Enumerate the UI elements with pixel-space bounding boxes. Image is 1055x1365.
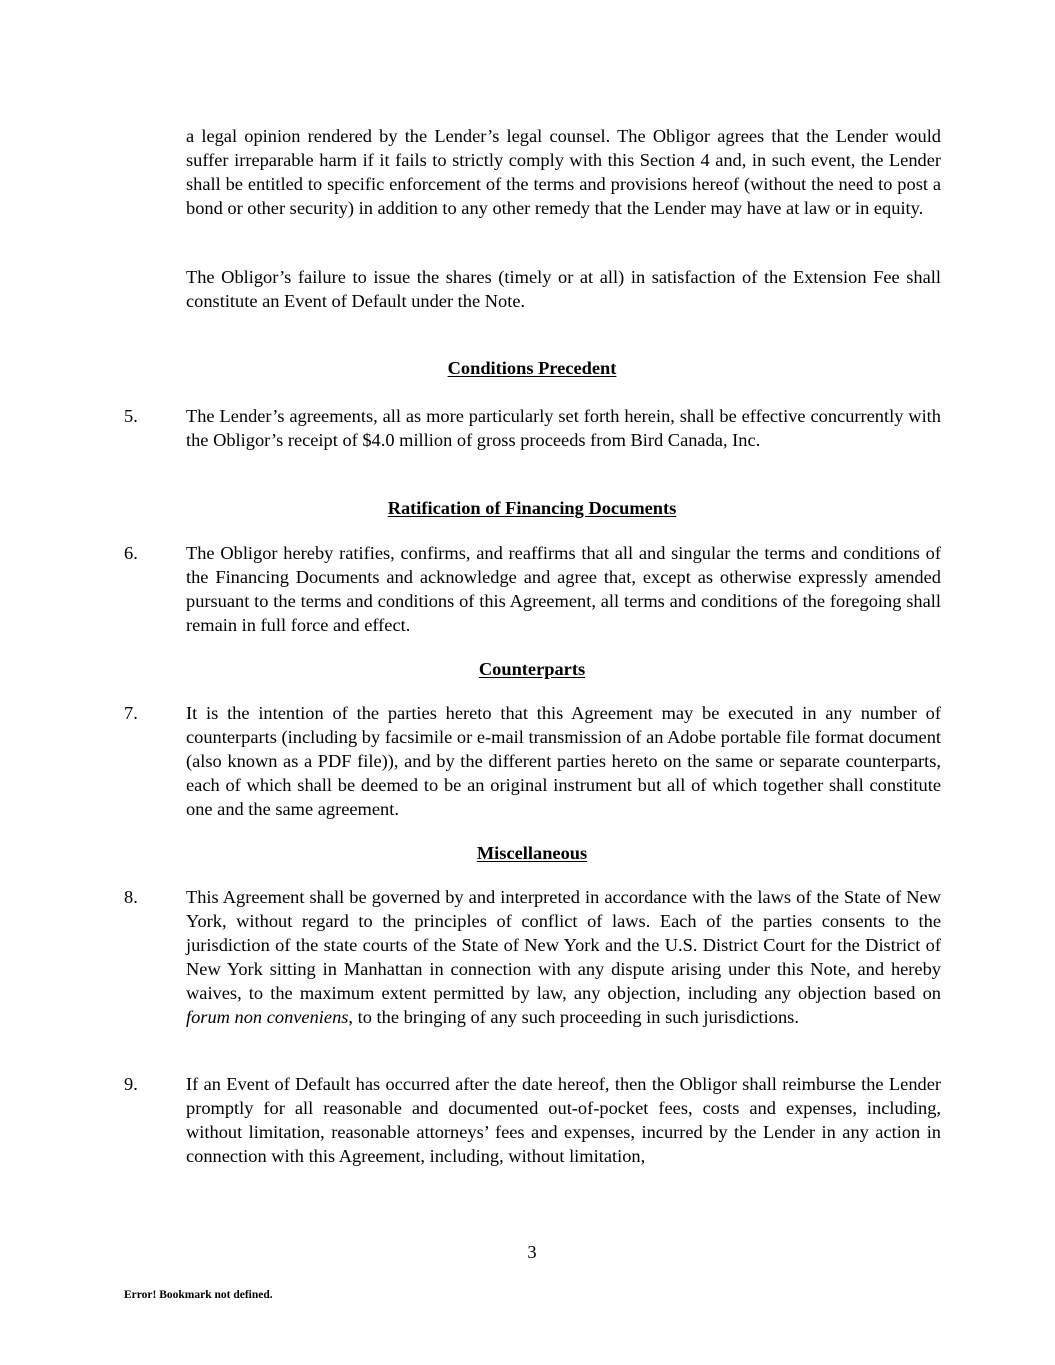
heading-miscellaneous (0, 841, 1055, 865)
footer-error-note: Error! Bookmark not defined. (124, 1289, 273, 1301)
section-8-text-b: , to the bringing of any such proceeding in such jurisdictions. (348, 1007, 799, 1027)
section-9-paragraph: If an Event of Default has occurred after the date hereof, then the Obligor shall reimburse the Lender promptly for all reasonable and documented out-of-pocket fees, costs and expenses, including, without limitation, reasonable attorneys’ fees and expenses, incurred by the Lender in any action in connection with this Agreement, including, without limitation, (186, 1074, 941, 1166)
heading-ratification (0, 496, 1055, 520)
intro-paragraph-1: a legal opinion rendered by the Lender’s legal counsel. The Obligor agrees that the Lender would suffer irreparable harm if it fails to strictly comply with this Section 4 and, in such event, the Lender shall be entitled to specific enforcement of the terms and provisions hereof (without the need to post a bond or other security) in addition to any other remedy that the Lender may have at law or in equity. (186, 126, 941, 218)
heading-text: Counterparts (478, 659, 586, 679)
section-8-text-a: This Agreement shall be governed by and interpreted in accordance with the laws of the State of New York, without regard to the principles of conflict of laws. Each of the parties consents to the jurisdiction of the state courts of the State of New York and the U.S. District Court for the District of New York sitting in Manhattan in connection with any dispute arising under this Note, and hereby waives, to the maximum extent permitted by law, any objection, including any objection based on (186, 887, 941, 1003)
section-number-7: 7. (124, 703, 138, 723)
heading-text: Ratification of Financing Documents (387, 498, 677, 518)
section-6-paragraph: The Obligor hereby ratifies, confirms, and reaffirms that all and singular the terms and conditions of the Financing Documents and acknowledge and agree that, except as otherwise expressly amended pursuant to the terms and conditions of this Agreement, all terms and conditions of the foregoing shall remain in full force and effect. (186, 543, 941, 635)
section-7-paragraph: It is the intention of the parties hereto that this Agreement may be executed in any number of counterparts (including by facsimile or e-mail transmission of an Adobe portable file format document (also known as a PDF file)), and by the different parties hereto on the same or separate counterparts, each of which shall be deemed to be an original instrument but all of which together shall constitute one and the same agreement. (186, 703, 941, 819)
heading-text: Miscellaneous (476, 843, 588, 863)
section-5-paragraph: The Lender’s agreements, all as more particularly set forth herein, shall be effective concurrently with the Obligor’s receipt of $4.0 million of gross proceeds from Bird Canada, Inc. (186, 406, 941, 450)
section-number-6: 6. (124, 543, 138, 563)
heading-conditions-precedent (0, 356, 1055, 380)
section-8-italic-term: forum non conveniens (186, 1007, 349, 1027)
heading-counterparts (0, 657, 1055, 681)
section-number-9: 9. (124, 1074, 138, 1094)
intro-paragraph-2: The Obligor’s failure to issue the shares (timely or at all) in satisfaction of the Extension Fee shall constitute an Event of Default under the Note. (186, 267, 941, 311)
heading-text: Conditions Precedent (447, 358, 617, 378)
section-8-paragraph (186, 885, 941, 1029)
page-number: 3 (527, 1242, 537, 1262)
section-number-5: 5. (124, 406, 138, 426)
section-number-8: 8. (124, 887, 138, 907)
